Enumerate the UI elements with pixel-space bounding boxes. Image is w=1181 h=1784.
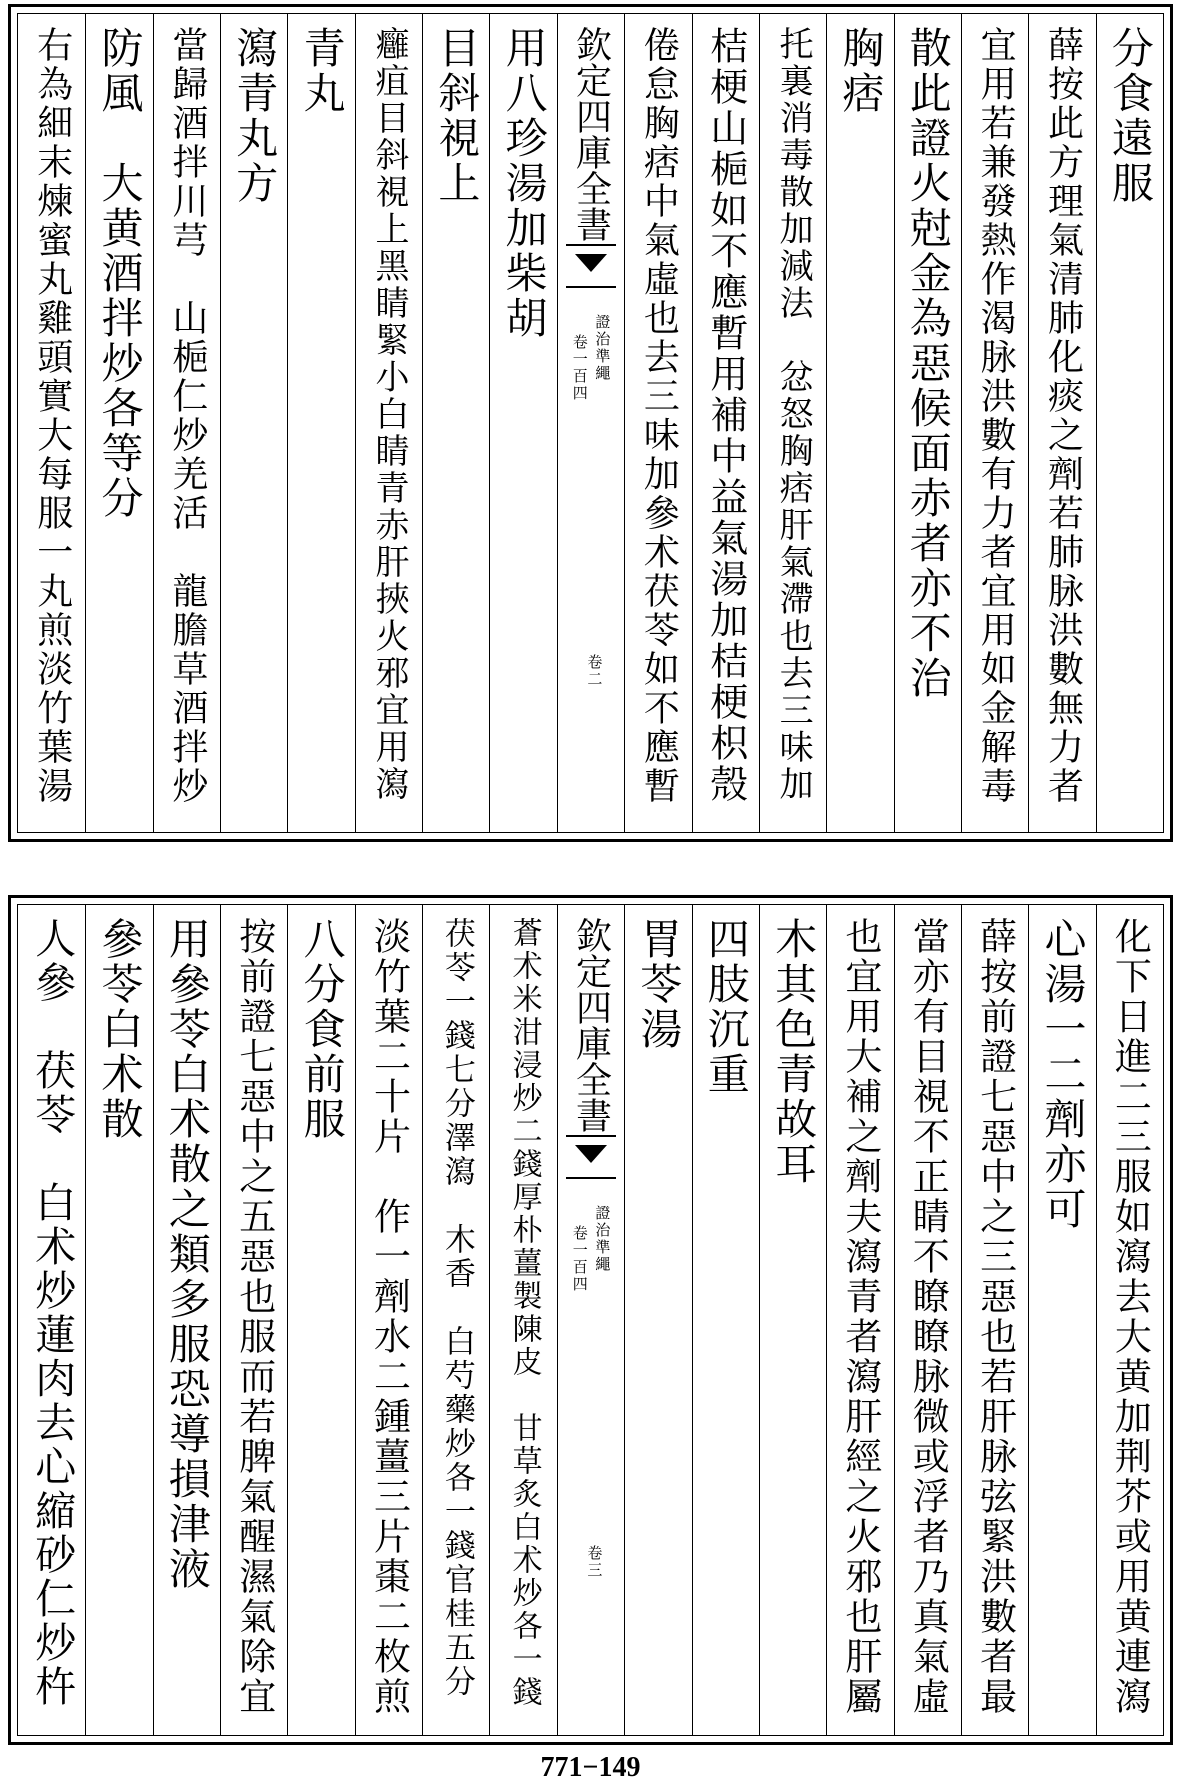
text-column bbox=[1096, 14, 1163, 832]
column-text: 宜用若兼發熱作渴脉洪數有力者宜用如金解毒 bbox=[975, 26, 1017, 806]
text-column bbox=[220, 14, 287, 832]
text-column bbox=[759, 905, 826, 1735]
text-column bbox=[489, 14, 556, 832]
text-column bbox=[1096, 905, 1163, 1735]
column-text: 八分食前服 bbox=[297, 917, 347, 1142]
margin-book-title: 欽定四庫全書 bbox=[570, 26, 612, 242]
margin-book-title: 欽定四庫全書 bbox=[570, 917, 612, 1133]
column-text: 胸痞 bbox=[836, 26, 886, 116]
margin-leaf-number: 卷二 bbox=[585, 654, 604, 688]
column-text: 化下日進二三服如瀉去大黄加荆芥或用黄連瀉 bbox=[1108, 917, 1152, 1717]
text-column bbox=[153, 905, 220, 1735]
text-column bbox=[489, 905, 556, 1735]
column-text: 四肢沉重 bbox=[701, 917, 751, 1097]
text-column bbox=[287, 14, 354, 832]
column-text: 用八珍湯加柴胡 bbox=[499, 26, 549, 341]
column-text: 防風 大黄酒拌炒各等分 bbox=[95, 26, 145, 521]
text-column bbox=[422, 905, 489, 1735]
column-text: 心湯一二劑亦可 bbox=[1038, 917, 1088, 1232]
text-column bbox=[287, 905, 354, 1735]
margin-volume: 卷一百四 bbox=[570, 334, 589, 402]
column-text: 淡竹葉二十片 作一劑水二鍾薑三片棗二枚煎 bbox=[367, 917, 411, 1717]
text-column bbox=[961, 905, 1028, 1735]
text-column bbox=[85, 14, 152, 832]
margin-volume: 卷一百四 bbox=[570, 1225, 589, 1293]
text-column bbox=[624, 14, 691, 832]
margin-column bbox=[557, 905, 624, 1735]
column-text: 散此證火尅金為惡候面赤者亦不治 bbox=[903, 26, 953, 701]
column-text: 當歸酒拌川芎 山梔仁炒羌活 龍膽草酒拌炒 bbox=[166, 26, 208, 806]
text-column bbox=[1028, 14, 1095, 832]
text-column bbox=[355, 905, 422, 1735]
column-text: 用參苓白术散之類多服恐導損津液 bbox=[162, 917, 212, 1592]
column-text: 瀉青丸方 bbox=[230, 26, 280, 206]
column-text: 蒼术米泔浸炒二錢厚朴薑製陳皮 甘草炙白术炒各一錢 bbox=[506, 917, 542, 1709]
column-text: 當亦有目視不正睛不瞭瞭脉微或浮者乃真氣虛 bbox=[906, 917, 950, 1717]
text-column bbox=[759, 14, 826, 832]
margin-work-title: 證治準繩 bbox=[593, 1205, 612, 1273]
text-column bbox=[355, 14, 422, 832]
column-text: 薛按此方理氣清肺化痰之劑若肺脉洪數無力者 bbox=[1042, 26, 1084, 806]
margin-leaf-number: 卷三 bbox=[585, 1545, 604, 1579]
column-text: 分食遠服 bbox=[1105, 26, 1155, 206]
column-text: 倦怠胸痞中氣虛也去三味加參术茯苓如不應暫 bbox=[638, 26, 680, 806]
text-column bbox=[894, 14, 961, 832]
bottom-page-panel bbox=[8, 895, 1173, 1745]
page-number: 771−149 bbox=[540, 1752, 641, 1783]
text-column bbox=[220, 905, 287, 1735]
column-text: 胃苓湯 bbox=[634, 917, 684, 1052]
column-text: 茯苓一錢七分澤瀉 木香 白芍藥炒各一錢官桂五分 bbox=[438, 917, 475, 1699]
text-column bbox=[692, 14, 759, 832]
text-column bbox=[624, 905, 691, 1735]
column-text: 按前證七惡中之五惡也服而若脾氣醒濕氣除宜 bbox=[232, 917, 276, 1717]
text-column bbox=[692, 905, 759, 1735]
column-text: 托裏消毒散加減法 忿怒胸痞肝氣滯也去三味加 bbox=[773, 26, 814, 803]
text-column bbox=[18, 905, 85, 1735]
column-text: 木其色青故耳 bbox=[769, 917, 819, 1187]
column-text: 癰疽目斜視上黑睛緊小白睛青赤肝挾火邪宜用瀉 bbox=[368, 26, 409, 803]
text-column bbox=[826, 905, 893, 1735]
column-text: 薛按前證七惡中之三惡也若肝脉弦緊洪數者最 bbox=[973, 917, 1017, 1717]
text-column bbox=[961, 14, 1028, 832]
text-column bbox=[894, 905, 961, 1735]
text-column bbox=[153, 14, 220, 832]
margin-work-title: 證治準繩 bbox=[593, 314, 612, 382]
column-text: 桔梗山梔如不應暫用補中益氣湯加桔梗枳殼 bbox=[703, 26, 748, 805]
bottom-page-columns bbox=[17, 904, 1164, 1736]
text-column bbox=[85, 905, 152, 1735]
column-text: 青丸 bbox=[297, 26, 347, 116]
text-column bbox=[1028, 905, 1095, 1735]
text-column bbox=[18, 14, 85, 832]
fish-tail-ornament bbox=[566, 1135, 616, 1179]
margin-column bbox=[557, 14, 624, 832]
top-page-columns bbox=[17, 13, 1164, 833]
column-text: 目斜視上 bbox=[432, 26, 482, 206]
text-column bbox=[826, 14, 893, 832]
column-text: 人參 茯苓 白术炒蓮肉去心縮砂仁炒杵 bbox=[28, 917, 77, 1709]
fish-tail-ornament bbox=[566, 244, 616, 288]
column-text: 也宜用大補之劑夫瀉青者瀉肝經之火邪也肝屬 bbox=[838, 917, 882, 1717]
top-page-panel bbox=[8, 4, 1173, 842]
column-text: 右為細末煉蜜丸雞頭實大每服一丸煎淡竹葉湯 bbox=[31, 26, 73, 806]
text-column bbox=[422, 14, 489, 832]
column-text: 參苓白术散 bbox=[95, 917, 145, 1142]
